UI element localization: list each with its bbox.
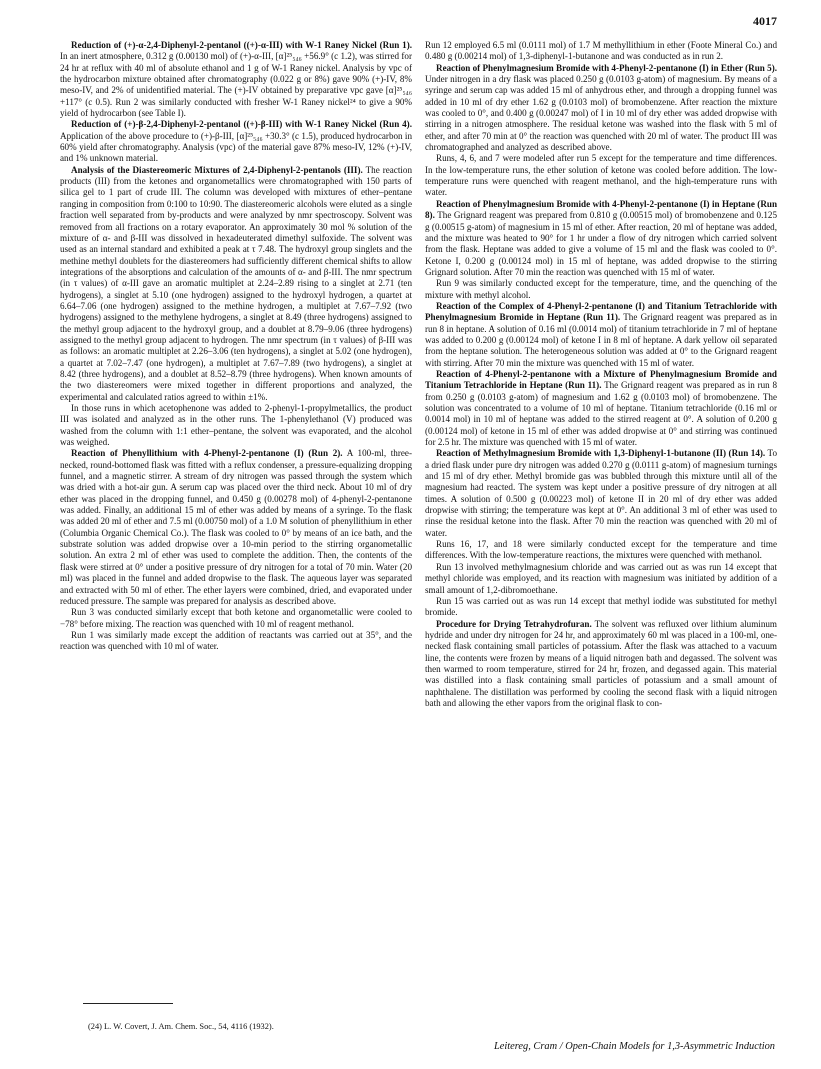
paragraph — [425, 539, 777, 562]
footnote: (24) L. W. Covert, J. Am. Chem. Soc., 54, 4116 (1932). — [88, 1022, 274, 1031]
paragraph-heading: Reaction of 4-Phenyl-2-pentanone with a Mixture of Phenylmagnesium Bromide and Titanium Tetrachloride in Heptane (Run 11). — [425, 368, 777, 391]
paragraph — [425, 562, 777, 596]
paragraph-heading: Analysis of the Diastereomeric Mixtures of 2,4-Diphenyl-2-pentanols (III). — [71, 164, 363, 175]
paragraph-heading: Reaction of the Complex of 4-Phenyl-2-pentanone (I) and Titanium Tetrachloride with Phenylmagnesium Bromide in Heptane (Run 11). — [425, 300, 777, 323]
paragraph-text: Run 13 involved methylmagnesium chloride and was carried out as was run 14 except that methyl chloride was employed, and its reaction with magnesium was initiated by addition of a small amount of 1,2-dibromoethane. — [425, 561, 777, 595]
paragraph-text: In an inert atmosphere, 0.312 g (0.00130 mol) of (+)-α-III, [α]²⁵₅₄₆ +56.9° (c 1.2), was stirred for 24 hr at reflux with 40 ml of absolute ethanol and 1 g of W-1 Raney nickel. Analysis by vpc of the hydrocarbon mixture obtained after chromatography (0.022 g or 8%) gave 90% (+)-IV, 8% meso-IV, and 2% of unidentified material. The (+)-IV obtained by preparative vpc gave [α]²⁵₅₄₆ +117° (c 0.5). Run 2 was similarly conducted with fresher W-1 Raney nickel²⁴ to give a 90% yield of hydrocarbon (see Table I). — [60, 51, 412, 119]
paragraph-text: The Grignard reagent was prepared as in run 8 from 0.250 g (0.0103 g-atom) of magnesium and 1.62 g (0.0103 mol) of bromobenzene. The solution was concentrated to a volume of 10 ml of heptane. Titanium tetrachloride (0.16 ml or 0.0014 mol) in 10 ml of heptane was added to the stirred reagent at 0°. A solution of 0.200 g (0.00124 mol) of ketone in 15 ml of ether was added dropwise at 0° and stirring was continued for 2.5 hr. The mixture was quenched with 15 ml of water. — [425, 380, 777, 448]
paragraph — [60, 403, 412, 448]
paragraph-text: Run 12 employed 6.5 ml (0.0111 mol) of 1.7 M methyllithium in ether (Foote Mineral Co.) and 0.480 g (0.00214 mol) of 1,3-diphenyl-1-butanone and was conducted as in run 2. — [425, 40, 777, 62]
paragraph — [425, 40, 777, 63]
paragraph — [60, 630, 412, 653]
paragraph-text: Run 1 was similarly made except the addition of reactants was carried out at 35°, and the reaction was quenched with 10 ml of water. — [60, 629, 412, 652]
paragraph — [425, 619, 777, 710]
paragraph-text: The reaction products (III) from the ketones and organometallics were chromatographed with 150 parts of silica gel to 1 part of crude III. The column was developed with mixtures of ether–pentane ranging in composition from 0:100 to 10:90. The diastereomeric alcohols were eluted as a single fraction well separated from by-products and were analyzed by nmr spectroscopy. Solvent was removed from all fractions on a rotary evaporator. An approximately 30 mol % solution of the mixture of α- and β-III was dissolved in hexadeuterated dimethyl sulfoxide. The solvent was used as an internal standard and exhibited a peak at τ 7.48. The hydroxyl group singlets and the methine methyl doublets for the diastereomers had sufficiently different chemical shifts to allow integrations of the absorptions and calculation of the amounts of α- and β-III. The nmr spectrum (in τ values) of α-III gave an aromatic multiplet at 2.24–2.89 rising to a singlet at 2.71 (ten hydrogens), a singlet at 5.10 (one hydrogen) assigned to the hydroxyl hydrogen, a quartet at 6.64–7.06 (one hydrogen) assigned to the methine hydrogen, a multiplet at 7.67–7.92 (two hydrogens) assigned to the methylene hydrogens, a singlet at 8.49 (three hydrogens) assigned to the methyl group adjacent to the hydroxyl group, and a doublet at 8.79–9.06 (three hydrogens) assigned to the methyl group adjacent to hydrogen. The nmr spectrum (in τ values) of β-III was as follows: an aromatic multiplet at 2.26–3.06 (ten hydrogens), a singlet at 5.02 (one hydrogen), a quartet at 7.02–7.47 (one hydrogen), a multiplet at 7.67–7.89 (two hydrogens), a singlet at 8.42 (three hydrogens), and a doublet at 8.52–8.79 (three hydrogens). When known amounts of the two diastereomers were mixed together in different proportions and analyzed, the experimental and calculated ratios agreed to within ±1%. — [60, 164, 412, 402]
paragraph-heading: Reduction of (+)-β-2,4-Diphenyl-2-pentanol ((+)-β-III) with W-1 Raney Nickel (Run 4). — [71, 119, 412, 130]
paragraph-text: Run 9 was similarly conducted except for the temperature, time, and the quenching of the mixture with methyl alcohol. — [425, 278, 777, 300]
paragraph-text: Runs 16, 17, and 18 were similarly conducted except for the temperature and time differences. With the low-temperature reactions, the mixtures were quenched with methanol. — [425, 539, 777, 561]
paragraph-text: The Grignard reagent was prepared as in run 8 in heptane. A solution of 0.16 ml (0.0014 mol) of titanium tetrachloride in 7 ml of heptane was added to 0.200 g (0.00124 mol) of ketone I in 8 ml of heptane. A dark yellow oil separated from the heptane solution. The heterogeneous solution was added at 0° to the Grignard reagent with stirring. After 70 min the mixture was quenched with 15 ml of water. — [425, 312, 777, 368]
page-number: 4017 — [753, 14, 777, 28]
paragraph-heading: Reaction of Methylmagnesium Bromide with 1,3-Diphenyl-1-butanone (II) (Run 14). — [436, 448, 766, 459]
paragraph — [425, 153, 777, 198]
paragraph-heading: Reaction of Phenylmagnesium Bromide with 4-Phenyl-2-pentanone (I) in Heptane (Run 8). — [425, 198, 777, 221]
paragraph-text: Under nitrogen in a dry flask was placed 0.250 g (0.0103 g-atom) of magnesium. By means of a syringe and serum cap was added 15 ml of anhydrous ether, and through a dropping funnel was added in 10 ml of dry ether 1.62 g (0.0103 mol) of bromobenzene. After reaction the mixture was cooled to 0°, and 0.400 g (0.00247 mol) of I in 10 ml of dry ether was added dropwise with stirring in a nitrogen atmosphere. The residual ketone was washed into the flask with 5 ml of ether, and after 70 min at 0° the reaction was quenched with 20 ml of water. The product III was chromatographed and analyzed as described above. — [425, 74, 777, 153]
footnote-divider — [83, 1003, 173, 1004]
paragraph — [425, 301, 777, 369]
paragraph-text: Run 3 was conducted similarly except that both ketone and organometallic were cooled to −78° before mixing. The reaction was quenched with 10 ml of reagent methanol. — [60, 607, 412, 629]
paragraph — [425, 448, 777, 539]
paragraph-heading: Procedure for Drying Tetrahydrofuran. — [436, 618, 592, 629]
paragraph — [425, 596, 777, 619]
paragraph — [60, 607, 412, 630]
paragraph — [425, 369, 777, 448]
paragraph-text: Runs, 4, 6, and 7 were modeled after run 5 except for the temperature and time differences. In the low-temperature runs, the ether solution of ketone was cooled before addition. The low-temperature runs were quenched with reagent methanol, and the high-temperature runs with water. — [425, 153, 777, 198]
paragraph-text: Application of the above procedure to (+)-β-III, [α]²⁵₅₄₆ +30.3° (c 1.5), produced hydrocarbon in 60% yield after chromatography. Analysis (vpc) of the material gave 87% meso-IV, 12% (+)-IV, and 1% unknown material. — [60, 130, 412, 164]
paragraph — [425, 199, 777, 278]
paragraph — [60, 119, 412, 164]
paragraph — [60, 165, 412, 403]
paragraph-heading: Reduction of (+)-α-2,4-Diphenyl-2-pentanol ((+)-α-III) with W-1 Raney Nickel (Run 1). — [71, 40, 412, 50]
paragraph-text: Run 15 was carried out as was run 14 except that methyl iodide was substituted for methyl bromide. — [425, 595, 777, 618]
left-column — [60, 40, 412, 653]
running-footer: Leitereg, Cram / Open-Chain Models for 1,3-Asymmetric Induction — [494, 1041, 775, 1052]
paragraph — [425, 278, 777, 301]
paragraph — [425, 63, 777, 154]
paragraph-text: The solvent was refluxed over lithium aluminum hydride and under dry nitrogen for 24 hr, and approximately 60 ml was placed in a 100-ml, one-necked flask containing small particles of potassium. After the flask was attached to a vacuum line, the contents were frozen by means of a liquid nitrogen bath and degassed. The solvent was then warmed to room temperature, stirred for 24 hr, frozen, and degassed again. This material was distilled into a flask containing small particles of potassium and a small amount of naphthalene. The distillation was performed by cooling the second flask with a liquid nitrogen bath and allowing the ether vapors from the original flask to con- — [425, 618, 777, 708]
paragraph-text: To a dried flask under pure dry nitrogen was added 0.270 g (0.0111 g-atom) of magnesium turnings and 15 ml of dry ether. Methyl bromide gas was bubbled through this mixture until all of the magnesium had reacted. The system was kept under a positive pressure of dry nitrogen at all times. A solution of 0.500 g (0.00223 mol) of ketone II in 20 ml of dry ether was added dropwise with stirring; the temperature was kept at 0°. An additional 3 ml of ether was used to rinse the residual ketone into the flask. After 70 min the reaction was quenched with 20 ml of water. — [425, 448, 777, 538]
paragraph-text: The Grignard reagent was prepared from 0.810 g (0.00515 mol) of bromobenzene and 0.125 g (0.00515 g-atom) of magnesium in 15 ml of ether. After reaction, 20 ml of heptane was added, and the mixture was heated to 90° for 1 hr under a flow of dry nitrogen which carried solvent from the flask. Heptane was added to give a volume of 15 ml and the flask was cooled to 0°. Ketone I, 0.200 g (0.00124 mol) in 15 ml of heptane, was added dropwise to the stirring Grignard solution. After 70 min the reaction was quenched with 15 ml of water. — [425, 210, 777, 277]
paragraph-text: In those runs in which acetophenone was added to 2-phenyl-1-propylmetallics, the product III was isolated and analyzed as in the other runs. The 1-phenylethanol (V) produced was washed from the column with 1:1 ether–pentane, the solvent was evaporated, and the alcohol was weighed. — [60, 403, 412, 448]
paragraph-heading: Reaction of Phenyllithium with 4-Phenyl-2-pentanone (I) (Run 2). — [71, 448, 343, 459]
right-column — [425, 40, 777, 709]
paragraph-text: A 100-ml, three-necked, round-bottomed flask was fitted with a reflux condenser, a pressure-equalizing dropping funnel, and a magnetic stirrer. A stream of dry nitrogen was passed through the system which was dried with a hot-air gun. A serum cap was placed over the third neck. About 10 ml of dry ether was placed in the dropping funnel, and 0.450 g (0.00278 mol) of 4-phenyl-2-pentanone was added. Finally, an additional 15 ml of ether was added by means of a syringe. To the flask was added 20 ml of ether and 7.5 ml (0.00750 mol) of a 1.0 M solution of phenyllithium in ether (Columbia Organic Chemical Co.). The flask was cooled to 0° by means of an ice bath, and the substrate solution was added dropwise over a 10-min period to the stirring organometallic solution. An extra 2 ml of ether was used to complete the addition. Then, the contents of the flask were stirred at 0° under a positive pressure of dry nitrogen for a total of 70 min. Water (20 ml) was placed in the funnel and added dropwise to the flask. The aqueous layer was separated and extracted with 50 ml of ether. The ether layers were combined, dried, and evaporated under reduced pressure. The sample was prepared for analysis as described above. — [60, 448, 412, 606]
paragraph — [60, 40, 412, 119]
paragraph — [60, 448, 412, 607]
paragraph-heading: Reaction of Phenylmagnesium Bromide with 4-Phenyl-2-pentanone (I) in Ether (Run 5). — [436, 62, 777, 73]
